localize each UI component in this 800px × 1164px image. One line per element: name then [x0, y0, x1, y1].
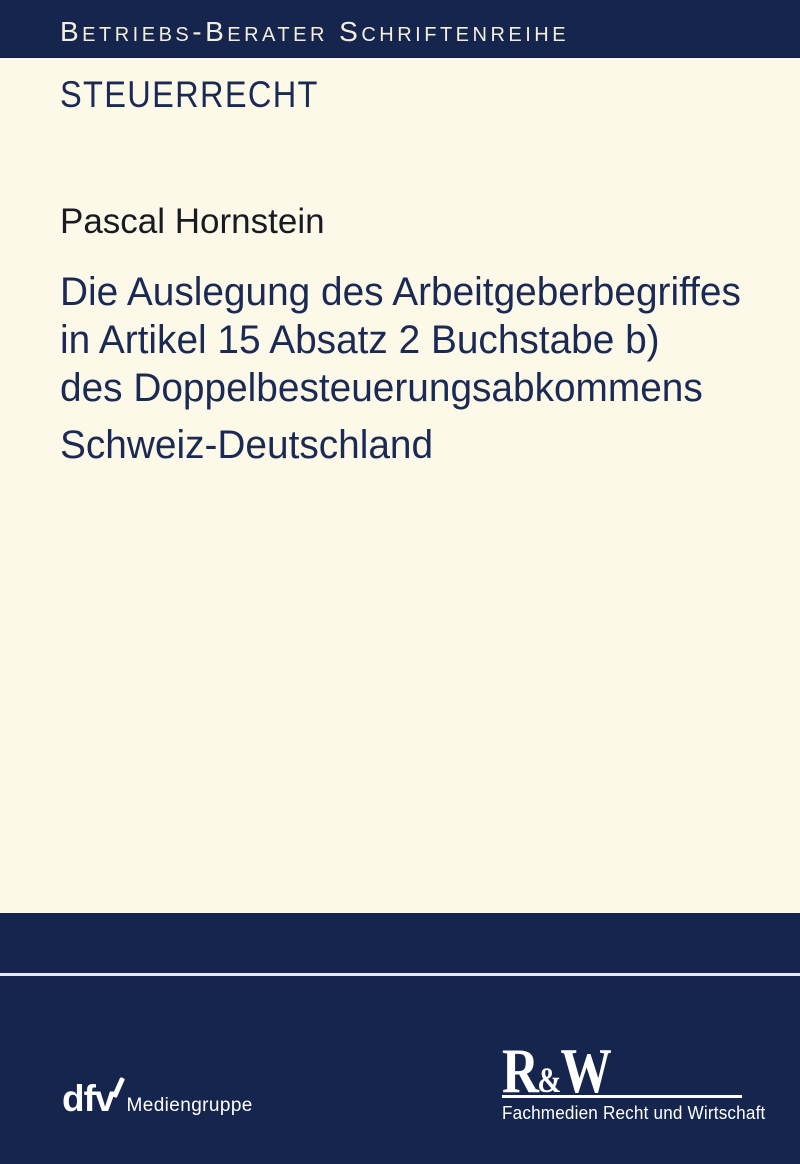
title-line-1: Die Auslegung des Arbeitgeberbegriffes — [60, 270, 741, 314]
rw-letter-w: W — [560, 1035, 611, 1106]
dfv-mediengruppe-logo — [62, 1080, 253, 1117]
book-title — [60, 268, 741, 469]
title-line-2: in Artikel 15 Absatz 2 Buchstabe b) — [60, 318, 660, 362]
rw-ampersand: & — [537, 1060, 561, 1100]
dfv-logo-mark: dfv — [62, 1078, 115, 1119]
publisher-band — [0, 913, 800, 1164]
rw-logo-letters — [502, 1035, 694, 1106]
rw-fachmedien-logo — [502, 1035, 766, 1124]
title-line-3: des Doppelbesteuerungsabkommens — [60, 366, 703, 410]
subseries-label: STEUERRECHT — [60, 74, 319, 115]
series-band — [0, 0, 800, 58]
author-name: Pascal Hornstein — [60, 202, 325, 241]
series-title: Betriebs-Berater Schriftenreihe — [60, 16, 570, 47]
rw-logo-tagline: Fachmedien Recht und Wirtschaft — [502, 1103, 766, 1123]
divider-line — [0, 973, 800, 976]
dfv-logo-name: Mediengruppe — [126, 1095, 253, 1116]
title-line-4: Schweiz-Deutschland — [60, 423, 434, 467]
rw-letter-r: R — [502, 1035, 538, 1106]
